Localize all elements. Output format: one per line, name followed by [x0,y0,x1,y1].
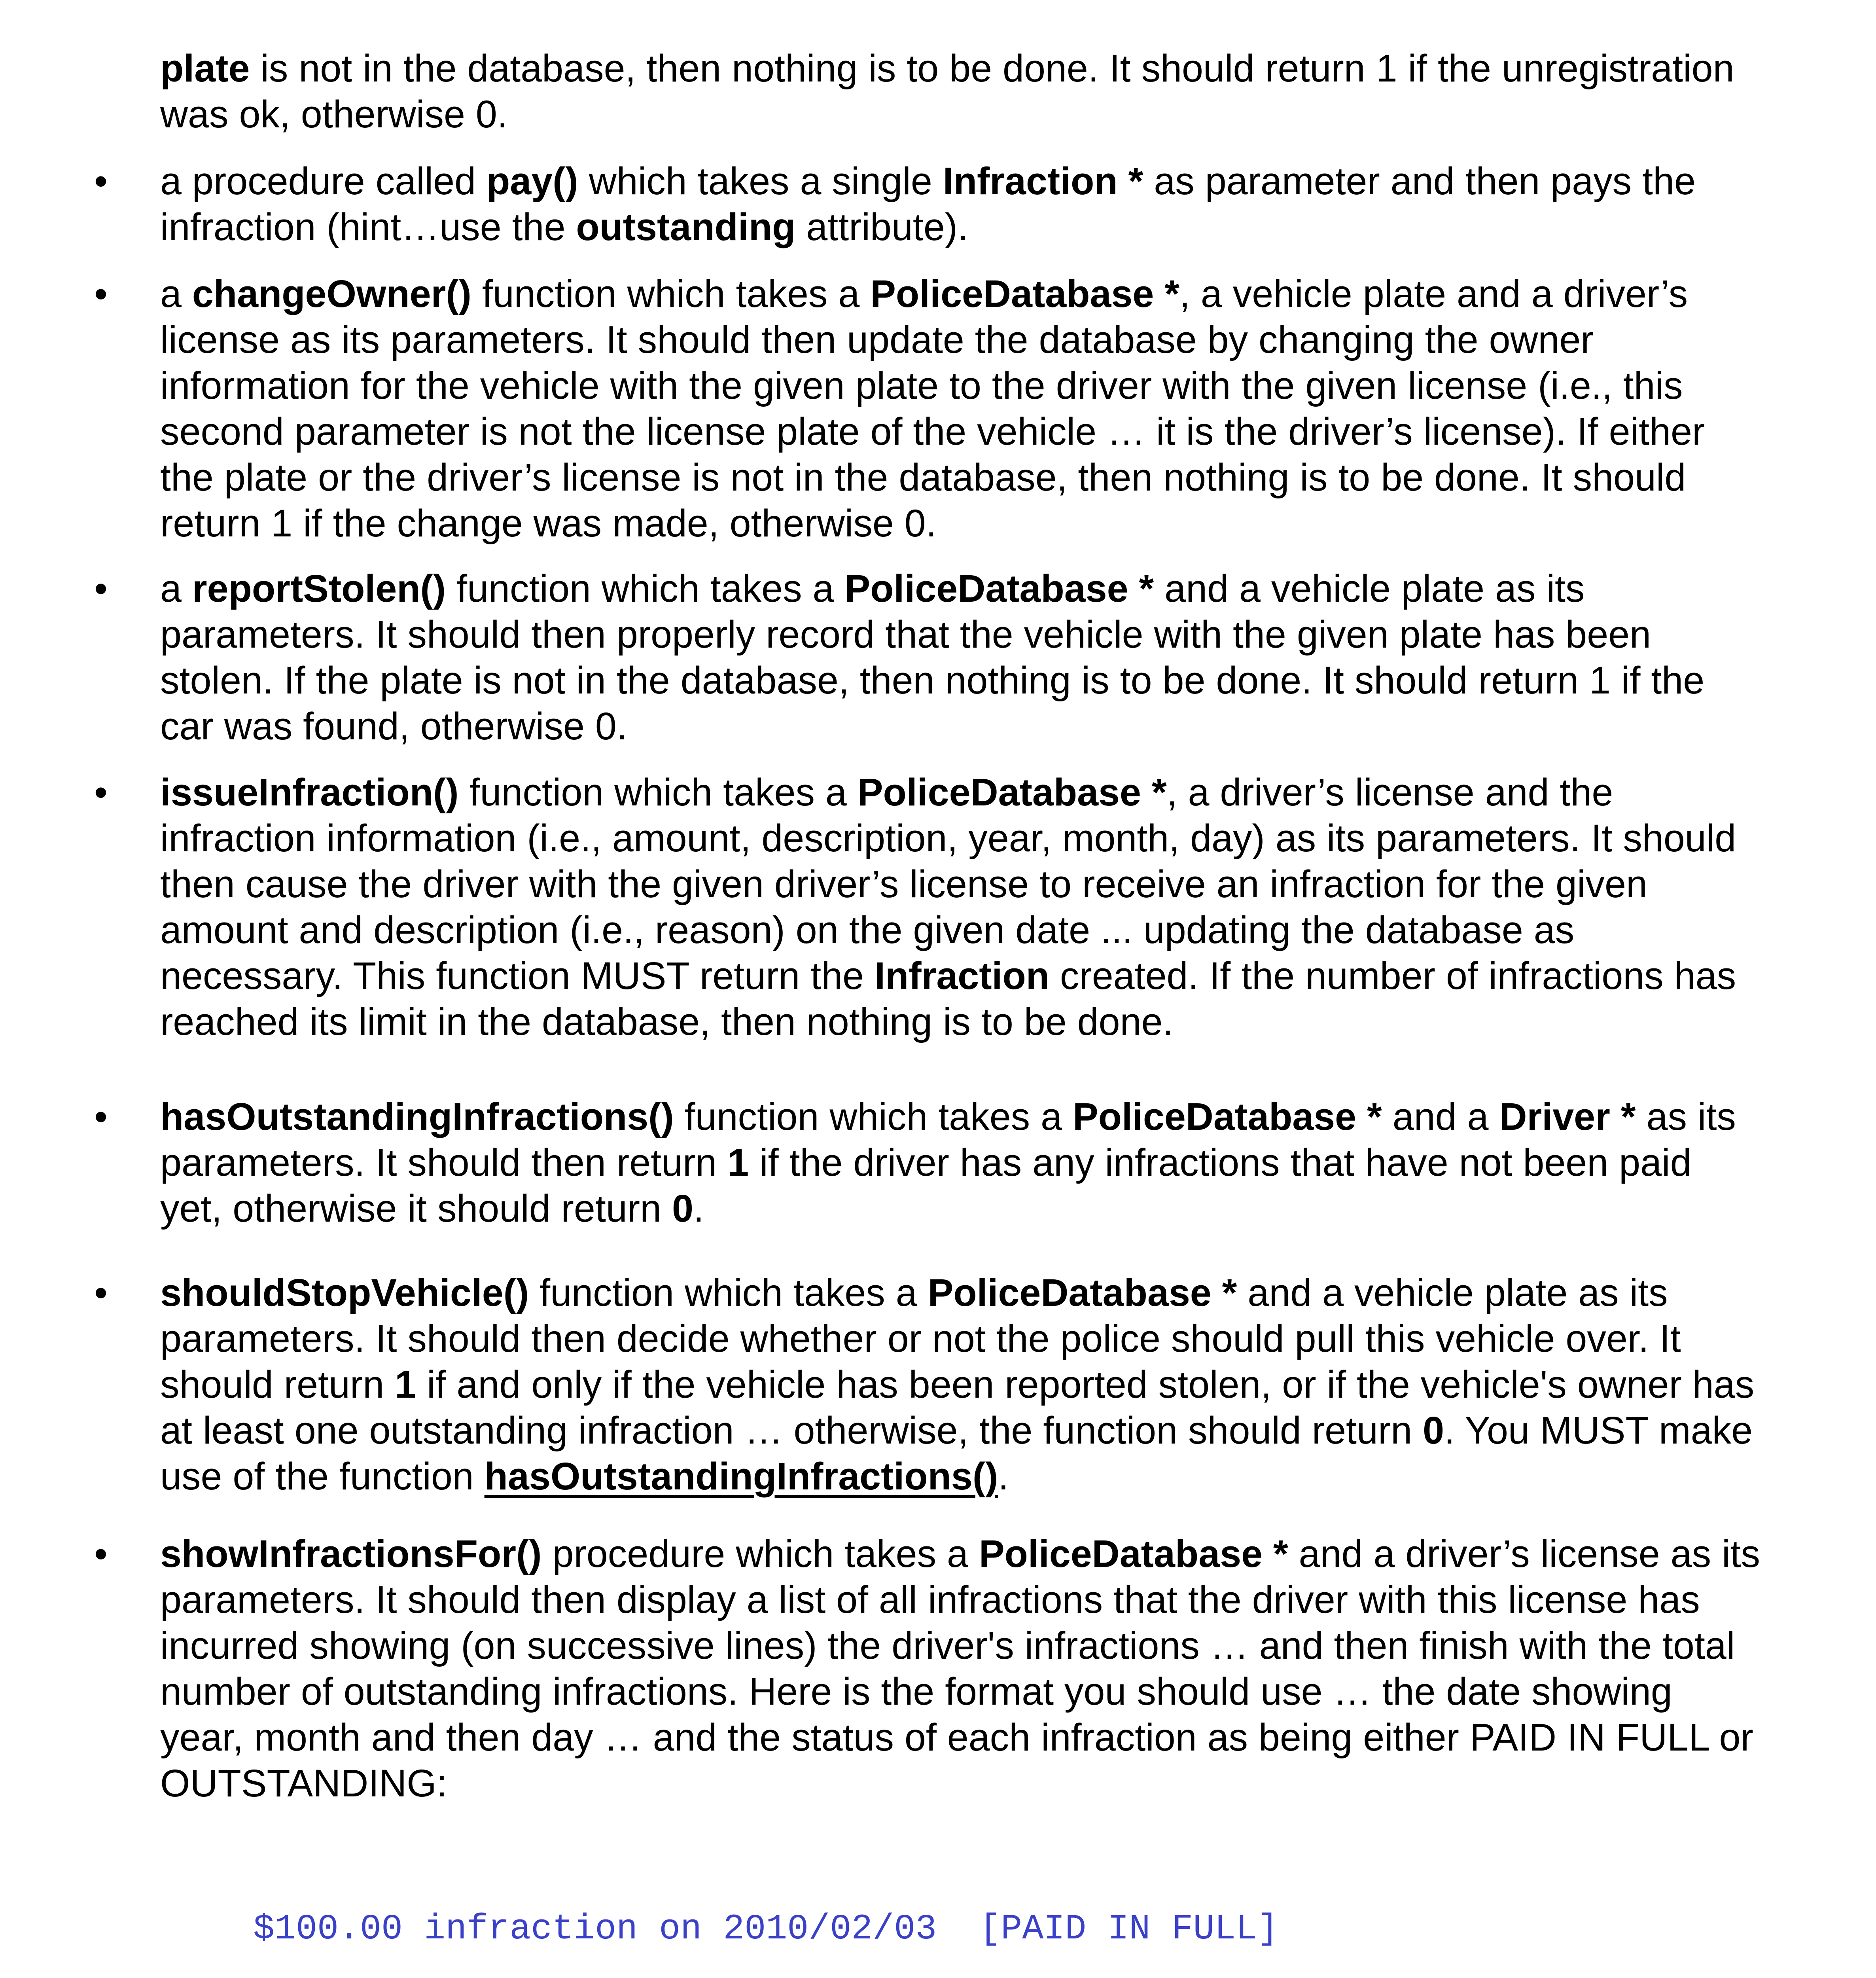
has-outstanding-paragraph: hasOutstandingInfractions() function which takes a PoliceDatabase * and a Driver * as its parameters. It should then return 1 if the driver has any infractions that have not been paid yet, otherwise it should return 0. [160,1095,1736,1230]
bullet-icon [94,1270,118,1316]
bullet-icon [94,158,118,204]
bullet-icon [94,1094,118,1140]
should-stop-paragraph: shouldStopVehicle() function which takes a PoliceDatabase * and a vehicle plate as its parameters. It should then decide whether or not the police should pull this vehicle over. It should return 1 if and only if the vehicle has been reported stolen, or if the vehicle's owner has at least one outstanding infraction … otherwise, the function should return 0. You MUST make use of the function hasOutstandingInfractions(). [160,1271,1755,1498]
bullet-icon [94,1531,118,1577]
bullet-icon [94,271,118,317]
show-infractions-paragraph: showInfractionsFor() procedure which takes a PoliceDatabase * and a driver’s license as its parameters. It should then display a list of all infractions that the driver with this license has incurred showing (on successive lines) the driver's infractions … and then finish with the total number of outstanding infractions. Here is the format you should use … the date showing year, month and then day … and the status of each infraction as being either PAID IN FULL or OUTSTANDING: [160,1532,1761,1805]
intro-paragraph: plate is not in the database, then nothing is to be done. It should return 1 if the unregistration was ok, otherwise 0. [160,47,1734,136]
pay-paragraph: a procedure called pay() which takes a single Infraction * as parameter and then pays the infraction (hint…use the outstanding attribute). [160,159,1696,248]
issue-infraction-paragraph: issueInfraction() function which takes a PoliceDatabase *, a driver’s license and the infraction information (i.e., amount, description, year, month, day) as its parameters. It should then cause the driver with the given driver’s license to receive an infraction for the given amount and description (i.e., reason) on the given date ... updating the database as necessary. This function MUST return the Infraction created. If the number of infractions has reached its limit in the database, then nothing is to be done. [160,771,1736,1043]
bullet-icon [94,769,118,815]
bullet-icon [94,566,118,612]
sample-output-code-block [253,1836,1278,1978]
change-owner-paragraph: a changeOwner() function which takes a PoliceDatabase *, a vehicle plate and a driver’s license as its parameters. It should then update the database by changing the owner information for the vehicle with the given plate to the driver with the given license (i.e., this second parameter is not the license plate of the vehicle … it is the driver’s license). If either the plate or the driver’s license is not in the database, then nothing is to be done. It should return 1 if the change was made, otherwise 0. [160,272,1705,545]
report-stolen-paragraph: a reportStolen() function which takes a PoliceDatabase * and a vehicle plate as its parameters. It should then properly record that the vehicle with the given plate has been stolen. If the plate is not in the database, then nothing is to be done. It should return 1 if the car was found, otherwise 0. [160,567,1705,748]
code-line: $100.00 infraction on 2010/02/03 [PAID IN FULL] [253,1909,1279,1950]
